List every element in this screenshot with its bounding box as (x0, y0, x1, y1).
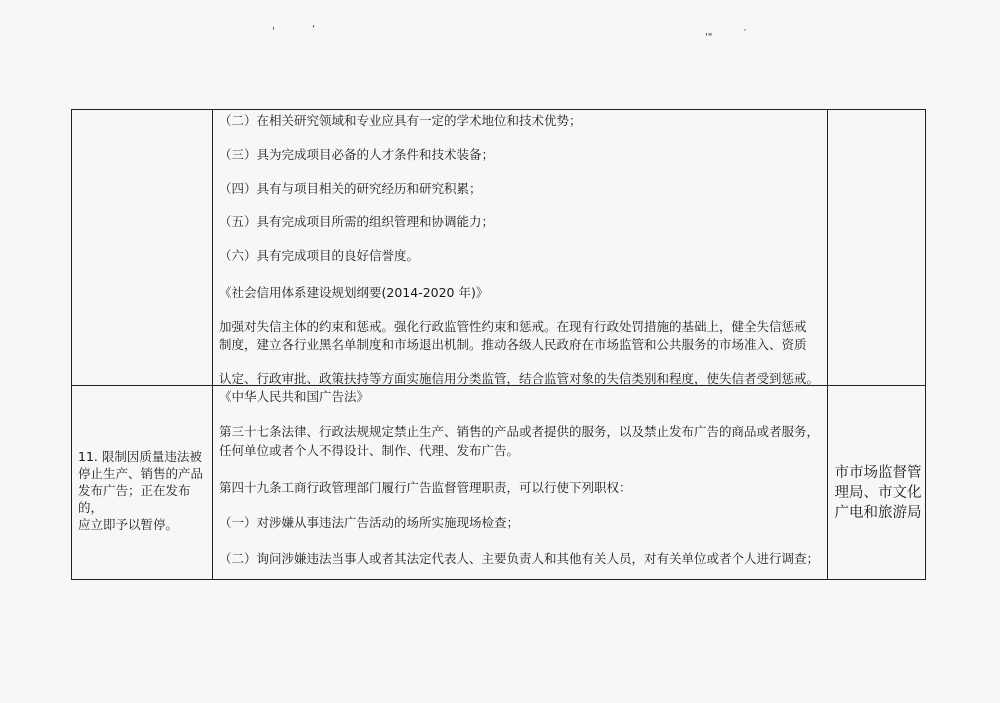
basis-line: （五）具有完成项目所需的组织管理和协调能力； (219, 214, 495, 229)
basis-line: 加强对失信主体的约束和惩戒。强化行政监管性约束和惩戒。在现有行政处罚措施的基础上，健全失信惩戒 (219, 319, 807, 334)
department-line: 广电和旅游局 (834, 505, 922, 521)
law-title: 《中华人民共和国广告法》 (219, 389, 370, 404)
scan-mark: ' (272, 26, 275, 37)
basis-line: 第四十九条工商行政管理部门履行广告监督管理职责，可以行使下列职权： (219, 480, 632, 495)
department-line: 市市场监督管 (834, 465, 922, 481)
item-line: 发布广告；正在发布的， (78, 483, 191, 515)
basis-line: 第三十七条法律、行政法规规定禁止生产、销售的产品或者提供的服务，以及禁止发布广告的商品或者服务， (219, 424, 820, 439)
item-line: 11. 限制因质量违法被 (78, 449, 202, 464)
department-cell (830, 463, 926, 523)
item-cell (78, 448, 210, 533)
basis-line: （二）在相关研究领域和专业应具有一定的学术地位和技术优势； (219, 113, 582, 128)
basis-line: （二）询问涉嫌违法当事人或者其法定代表人、主要负责人和其他有关人员，对有关单位或者个人进行调查； (219, 551, 820, 566)
basis-line: （六）具有完成项目的良好信誉度。 (219, 248, 420, 263)
department-line: 理局、市文化 (834, 485, 922, 501)
basis-line: （一）对涉嫌从事违法广告活动的场所实施现场检查； (219, 515, 520, 530)
basis-line: （四）具有与项目相关的研究经历和研究积累； (219, 181, 482, 196)
basis-line: 制度，建立各行业黑名单制度和市场退出机制。推动各级人民政府在市场监管和公共服务的市场准入、资质 (219, 337, 807, 352)
column-divider (212, 110, 213, 579)
item-line: 应立即予以暂停。 (78, 517, 179, 532)
basis-line: （三）具为完成项目必备的人才条件和技术装备； (219, 147, 495, 162)
basis-line: 认定、行政审批、政策扶持等方面实施信用分类监管，结合监管对象的失信类别和程度，使失信者受到惩戒。 (219, 371, 820, 386)
basis-line: 任何单位或者个人不得设计、制作、代理、发布广告。 (219, 443, 520, 458)
scan-mark: ‘ (312, 24, 316, 35)
item-line: 停止生产、销售的产品 (78, 466, 204, 481)
law-title: 《社会信用体系建设规划纲要(2014-2020 年)》 (219, 285, 489, 300)
scan-mark: '" (705, 32, 713, 43)
document-table (71, 109, 926, 580)
scan-mark: ′ (744, 28, 747, 39)
